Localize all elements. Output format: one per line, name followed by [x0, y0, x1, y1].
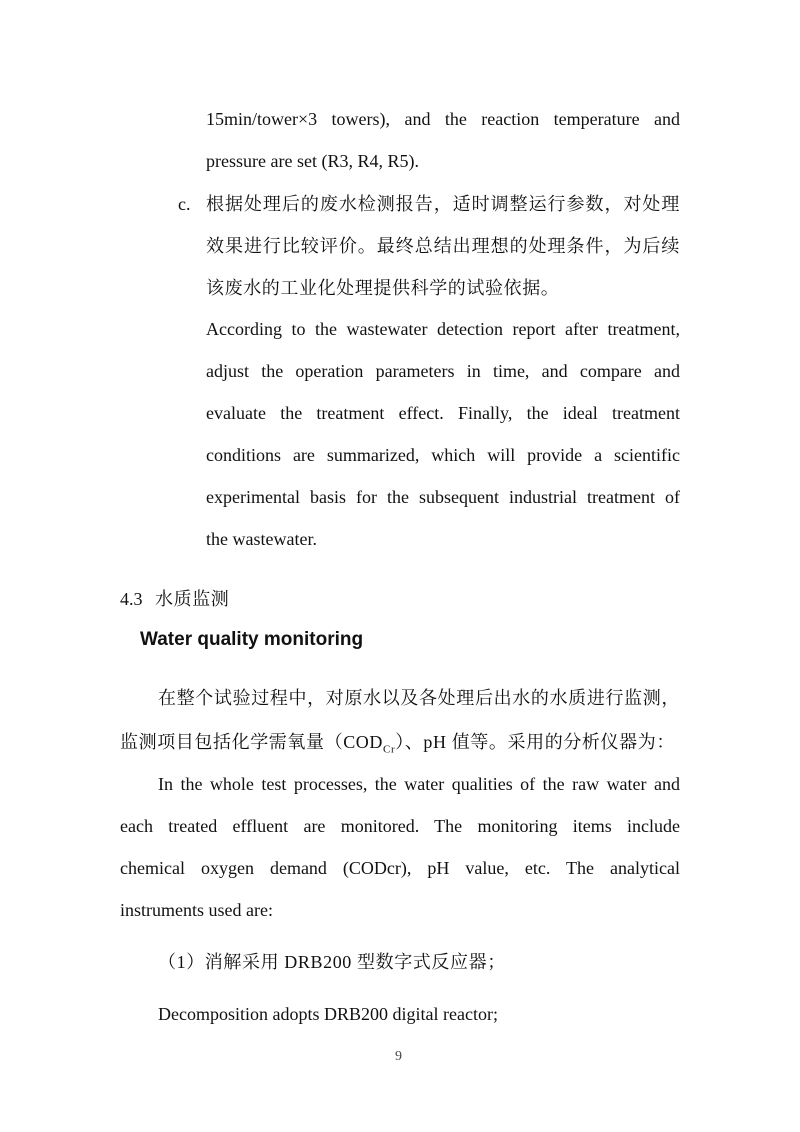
item-c-zh-line-2: 效果进行比较评价。最终总结出理想的处理条件，为后续 [206, 236, 680, 256]
section-number: 4.3 [120, 589, 143, 609]
item-c-en-line-2: adjust the operation parameters in time, and compare and [206, 361, 680, 381]
para-en-line-2: each treated effluent are monitored. The monitoring items include [120, 816, 680, 836]
cod-subscript: Cr [383, 743, 396, 756]
section-title-en: Water quality monitoring [140, 629, 364, 650]
page-number: 9 [395, 1049, 402, 1064]
para-zh-line-1: 在整个试验过程中，对原水以及各处理后出水的水质进行监测， [158, 688, 680, 708]
item-c-en-line-5: experimental basis for the subsequent industrial treatment of [206, 487, 680, 507]
para-zh-line-2-before: 监测项目包括化学需氧量（COD [120, 732, 384, 752]
continued-line-2: pressure are set (R3, R4, R5). [206, 151, 419, 171]
item-c-zh-line-3: 该废水的工业化处理提供科学的试验依据。 [206, 278, 560, 298]
section-title-zh: 水质监测 [155, 589, 230, 609]
item-c-en-line-4: conditions are summarized, which will provide a scientific [206, 445, 680, 465]
para-zh-line-2-after: ）、pH 值等。采用的分析仪器为： [395, 732, 675, 752]
item-c-zh-line-1: 根据处理后的废水检测报告，适时调整运行参数，对处理 [206, 194, 680, 214]
item-1-en: Decomposition adopts DRB200 digital reactor; [158, 1004, 498, 1024]
item-c-en-line-6: the wastewater. [206, 529, 317, 549]
item-c-marker: c. [178, 194, 191, 214]
continued-line-1: 15min/tower×3 towers), and the reaction temperature and [206, 109, 680, 129]
para-en-line-4: instruments used are: [120, 900, 273, 920]
para-en-line-3: chemical oxygen demand (CODcr), pH value, etc. The analytical [120, 858, 680, 878]
para-en-line-1: In the whole test processes, the water qualities of the raw water and [158, 774, 680, 794]
para-zh-line-2 [120, 730, 675, 762]
item-1-zh: （1）消解采用 DRB200 型数字式反应器； [158, 952, 506, 972]
item-c-en-line-3: evaluate the treatment effect. Finally, the ideal treatment [206, 403, 680, 423]
item-c-en-line-1: According to the wastewater detection report after treatment, [206, 319, 680, 339]
